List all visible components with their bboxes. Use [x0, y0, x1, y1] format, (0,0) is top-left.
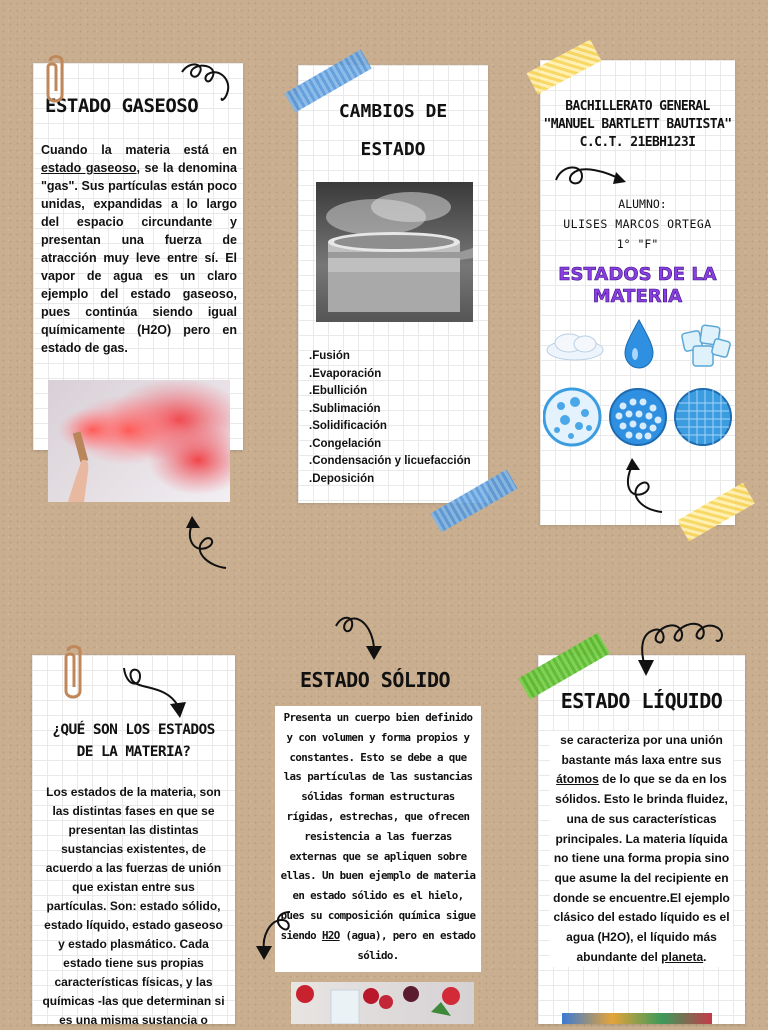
cambios-title-line1: CAMBIOS DE: [338, 101, 448, 122]
cambio-item: .Condensación y licuefacción: [309, 455, 471, 467]
card-estado-liquido: [538, 655, 745, 1024]
card-portada: [540, 60, 735, 525]
liquido-text-part2: de lo que se da en los sólidos. Esto le brinda fluidez, una de sus características principales. La materia líquida no tiene una forma propia sino que asume la del recipiente en donde se encuentre.El ejemplo clásico del estado líquido es el agua (H2O), el líquido más abundante del: [553, 772, 730, 964]
alumno-name: ULISES MARCOS ORTEGA: [563, 217, 712, 231]
states-illustration: [543, 318, 733, 448]
curly-arrow-icon: [118, 658, 194, 722]
water-drop-icon: [625, 320, 653, 368]
ice-cubes-icon: [681, 325, 730, 366]
alumno-label: ALUMNO:: [618, 197, 667, 211]
curly-arrow-icon: [618, 458, 666, 518]
curly-arrow-icon: [246, 906, 298, 962]
school-line2: "MANUEL BARTLETT BAUTISTA": [543, 117, 732, 132]
liquid-image: [562, 1013, 712, 1024]
que-son-title: [32, 719, 235, 763]
main-title-line2: MATERIA: [592, 286, 683, 307]
cambio-item: .Congelación: [309, 437, 382, 450]
solido-title: ESTADO SÓLIDO: [300, 668, 451, 692]
card-cambios-de-estado: [298, 65, 488, 503]
solido-text: [278, 708, 478, 965]
curly-arrow-icon: [632, 618, 728, 680]
school-name: [540, 98, 735, 152]
red-smoke-image: [48, 380, 230, 502]
cambio-item: .Fusión: [309, 350, 350, 362]
curly-arrow-icon: [180, 514, 232, 574]
cloud-icon: [547, 334, 603, 360]
school-line1: BACHILLERATO GENERAL: [565, 99, 710, 114]
school-cct: C.C.T. 21EBH123I: [579, 135, 696, 150]
card-estado-gaseoso: [33, 63, 243, 450]
main-title: [540, 264, 735, 308]
cambio-item: .Sublimación: [309, 402, 381, 415]
cambio-item: .Ebullición: [309, 385, 368, 397]
frozen-berries-image: [291, 982, 474, 1024]
swirl-decoration-icon: [178, 58, 236, 106]
curly-arrow-icon: [332, 612, 386, 664]
cambio-item: .Solidificación: [309, 420, 387, 432]
gas-particles-icon: [675, 389, 731, 445]
gaseoso-text-part2: , se la denomina "gas". Sus partículas están poco unidas, expandidas a lo largo del espacio circundante y presentan una fuerza de atracción muy leve entre sí. El vapor de agua es un claro ejemplo del estado gaseoso, pues continúa siendo igual químicamente (H2O) pero en estado de gas.: [41, 161, 237, 355]
cambio-item: .Deposición: [309, 472, 375, 485]
cambios-title: [298, 93, 488, 169]
liquido-link-atomos[interactable]: átomos: [556, 772, 599, 787]
cambios-title-line2: ESTADO: [360, 139, 426, 160]
main-title-line1: ESTADOS DE LA: [558, 264, 717, 285]
liquido-link-planeta[interactable]: planeta: [661, 949, 704, 964]
liquido-text: [550, 731, 733, 967]
solido-text-part1: Presenta un cuerpo bien definido y con volumen y forma propios y constantes. Esto se debe a que las partículas de las sustancias sólidas forman estructuras rígidas, estrechas, que ofrecen resistencia a las fuerzas externas que se apliquen sobre ellas. Un buen ejemplo de materia en estado sólido es el hielo, pues su composición química sigue siendo: [280, 711, 476, 942]
paper-clip-icon: [60, 645, 88, 701]
solid-particles-icon: [544, 389, 600, 445]
solido-link-h2o[interactable]: H2O: [321, 928, 340, 942]
liquido-text-part3: .: [703, 949, 707, 964]
liquido-text-part1: se caracteriza por una unión bastante más laxa entre sus: [560, 733, 723, 767]
curly-arrow-icon: [552, 158, 632, 194]
que-son-title-line2: DE LA MATERIA?: [76, 744, 191, 760]
gaseoso-title: ESTADO GASEOSO: [45, 95, 199, 117]
cambio-item: .Evaporación: [309, 367, 382, 380]
gaseoso-link[interactable]: estado gaseoso: [41, 161, 137, 175]
solido-text-part2: (agua), pero en estado sólido.: [339, 928, 476, 962]
paper-clip-icon: [42, 55, 70, 105]
card-estado-solido: [275, 706, 481, 972]
alumno-block: [540, 194, 735, 254]
gaseoso-text: [41, 141, 237, 357]
que-son-title-line1: ¿QUÉ SON LOS ESTADOS: [52, 722, 215, 738]
gaseoso-text-part1: Cuando la materia está en: [41, 143, 237, 157]
alumno-grupo: 1° "F": [616, 237, 659, 251]
que-son-text: Los estados de la materia, son las distintas fases en que se presentan las distintas sustancias existentes, de acuerdo a las fuerzas de unión que existan entre sus partículas. Son: estado sólido, estado líquido, estado gaseoso y estado plasmático. Cada estado tiene sus propias características físicas, y las químicas -las que determinan si es una misma sustancia o: [42, 785, 225, 1027]
steaming-pot-image: [316, 182, 473, 322]
liquid-particles-icon: [610, 389, 666, 445]
cambios-list: [309, 348, 484, 488]
liquido-title: ESTADO LÍQUIDO: [560, 689, 723, 713]
